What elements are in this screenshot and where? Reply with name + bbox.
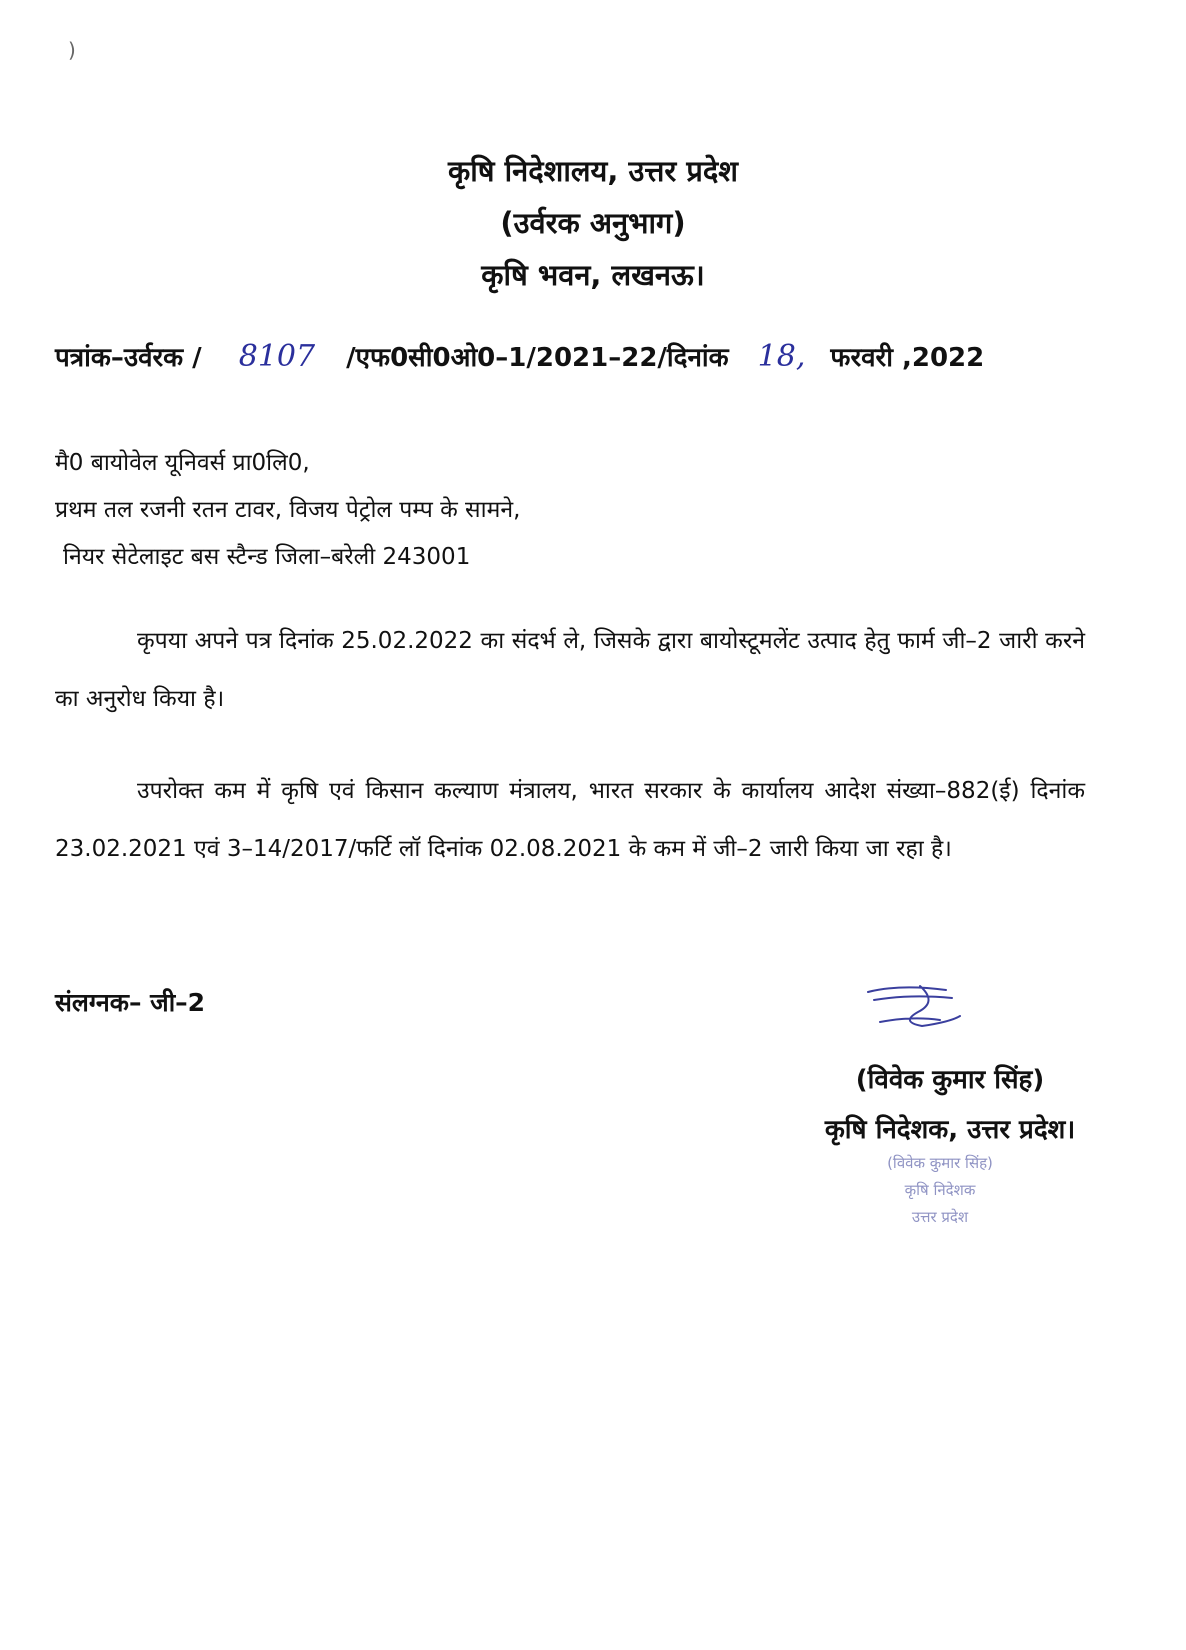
reference-prefix: पत्रांक–उर्वरक / — [55, 343, 202, 373]
recipient-address — [55, 440, 520, 581]
corner-mark: ) — [68, 38, 76, 62]
body-paragraph-2: उपरोक्त कम में कृषि एवं किसान कल्याण मंत्रालय, भारत सरकार के कार्यालय आदेश संख्या–882(ई) दिनांक 23.02.2021 एवं 3–14/2017/फर्टि लॉ दिनांक 02.08.2021 के कम में जी–2 जारी किया जा रहा है। — [55, 778, 1085, 862]
section-name: (उर्वरक अनुभाग) — [500, 206, 686, 240]
stamp-line-1: (विवेक कुमार सिंह) — [887, 1154, 993, 1172]
recipient-line-2: प्रथम तल रजनी रतन टावर, विजय पेट्रोल पम्प के सामने, — [55, 497, 521, 523]
reference-month-year: फरवरी ,2022 — [830, 343, 985, 373]
signatory-designation: कृषि निदेशक, उत्तर प्रदेश। — [824, 1115, 1076, 1145]
stamp-line-3: उत्तर प्रदेश — [911, 1208, 969, 1226]
letterhead — [0, 145, 1186, 301]
reference-day: 18, — [757, 339, 806, 374]
body-paragraph-1: कृपया अपने पत्र दिनांक 25.02.2022 का संदर्भ ले, जिसके द्वारा बायोस्टूमलेंट उत्पाद हेतु फार्म जी–2 जारी करने का अनुरोध किया है। — [55, 628, 1085, 712]
reference-number: 8107 — [238, 339, 316, 374]
reference-middle: /एफ0सी0ओ0–1/2021–22/दिनांक — [346, 343, 729, 373]
stamp-line-2: कृषि निदेशक — [904, 1181, 976, 1199]
signatory-name: (विवेक कुमार सिंह) — [855, 1065, 1045, 1095]
recipient-line-1: मै0 बायोवेल यूनिवर्स प्रा0लि0, — [55, 450, 310, 476]
enclosure-note: संलग्नक– जी–2 — [55, 988, 206, 1017]
reference-line — [55, 338, 984, 374]
signatory-block — [790, 1055, 1110, 1155]
office-address: कृषि भवन, लखनऊ। — [481, 258, 705, 292]
official-stamp — [830, 1150, 1050, 1231]
signature-scribble — [860, 982, 980, 1042]
recipient-line-3: नियर सेटेलाइट बस स्टैन्ड जिला–बरेली 243001 — [63, 544, 471, 570]
department-name: कृषि निदेशालय, उत्तर प्रदेश — [448, 154, 738, 188]
